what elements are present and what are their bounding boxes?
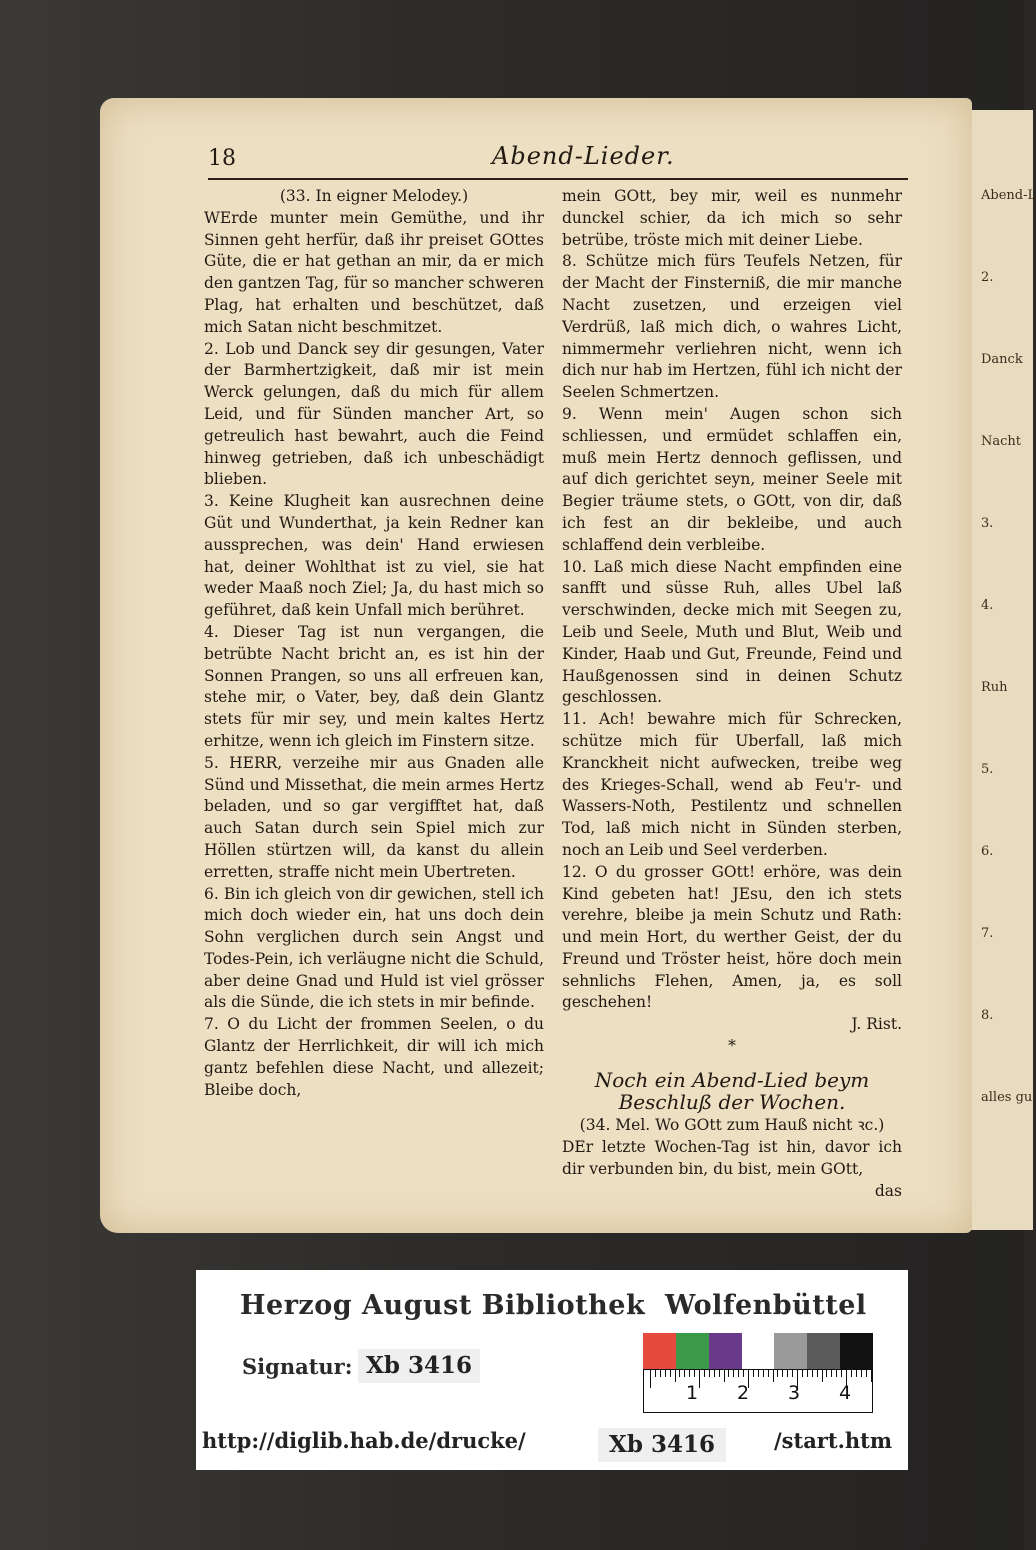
color-swatch — [643, 1333, 676, 1369]
ruler-tick — [792, 1370, 793, 1377]
ruler-tick — [841, 1370, 842, 1377]
separator-asterisk: * — [728, 1037, 736, 1056]
melody-heading: (34. Mel. Wo GOtt zum Hauß nicht ꝛc.) — [579, 1116, 885, 1135]
verse-paragraph: 2. Lob und Danck sey dir gesungen, Vater der Barmhertzigkeit, daß mir ist mein Werck gelungen, daß du mich für allem Leid, und für Sünden mancher Art, so getreulich hast bewahrt, auch die Feind hinweg getrieben, daß ich unbeschädigt blieben. — [204, 339, 544, 489]
color-swatch — [807, 1333, 840, 1369]
ruler-tick — [655, 1370, 656, 1377]
author-signature: J. Rist. — [851, 1015, 902, 1034]
ruler-tick — [709, 1370, 710, 1377]
ruler-tick — [733, 1370, 734, 1377]
ruler-tick — [836, 1370, 837, 1377]
catchword: das — [874, 1181, 902, 1200]
ruler-number: 2 — [737, 1382, 750, 1404]
verse-paragraph: 10. Laß mich diese Nacht empfinden eine sanfft und süsse Ruh, alles Ubel laß verschwinden, decke mich mit Seegen zu, Leib und Seele, Muth und Blut, Weib und Kinder, Haab und Gut, Freunde, Feind und Haußgenossen sind in deinen Schutz geschlossen. — [562, 557, 902, 707]
ruler-tick — [650, 1370, 651, 1388]
url-suffix: /start.htm — [774, 1428, 893, 1453]
ruler-tick — [665, 1370, 666, 1377]
verse-paragraph: 6. Bin ich gleich von dir gewichen, stell ich mich doch wieder ein, hat uns doch dein Sohn verglichen durch sein Angst und Todes-Pein, ich verläugne nicht die Schuld, aber deine Gnad und Huld ist viel grösser als die Sünde, die ich stets in mir befinde. — [204, 884, 544, 1012]
signatur-value: Xb 3416 — [358, 1349, 480, 1383]
verse-paragraph: 3. Keine Klugheit kan ausrechnen deine Güt und Wunderthat, ja kein Redner kan aussprechen, was dein' Hand erwiesen hat, deiner Wohlthat ist zu viel, sie hat weder Maaß noch Ziel; Ja, du hast mich so geführet, daß kein Unfall mich berühret. — [204, 492, 544, 620]
ruler-tick — [753, 1370, 754, 1377]
adjacent-page-fragment: Ruh — [981, 680, 1008, 695]
ruler-tick — [684, 1370, 685, 1377]
adjacent-page-fragment: Nacht — [981, 434, 1022, 449]
ruler-tick — [724, 1370, 725, 1382]
verse-paragraph: 7. O du Licht der frommen Seelen, o du Glantz der Herrlichkeit, dir will ich mich gantz befehlen diese Nacht, und allezeit; Bleibe doch, — [204, 1015, 544, 1099]
ruler-tick — [822, 1370, 823, 1382]
ruler-tick — [851, 1370, 852, 1377]
adjacent-page-fragment: 8. — [981, 1008, 994, 1023]
ruler-tick — [773, 1370, 774, 1382]
ruler-tick — [728, 1370, 729, 1377]
ruler-tick — [743, 1370, 744, 1377]
ruler-tick — [856, 1370, 857, 1377]
adjacent-page-fragment: 5. — [981, 762, 994, 777]
color-swatch — [709, 1333, 742, 1369]
ruler-tick — [660, 1370, 661, 1377]
ruler-number: 4 — [839, 1382, 852, 1404]
adjacent-page-fragment: 3. — [981, 516, 994, 531]
adjacent-page-fragment: 7. — [981, 926, 994, 941]
library-name: Herzog August Bibliothek Wolfenbüttel — [240, 1290, 867, 1321]
url-prefix: http://diglib.hab.de/drucke/ — [202, 1428, 526, 1453]
ruler-tick — [763, 1370, 764, 1377]
adjacent-page-fragment: Danck — [981, 352, 1023, 367]
ruler-tick — [679, 1370, 680, 1377]
ruler-tick — [817, 1370, 818, 1377]
ruler-tick — [777, 1370, 778, 1377]
adjacent-page-fragment: 2. — [981, 270, 994, 285]
ruler-tick — [871, 1370, 872, 1382]
ruler-tick — [675, 1370, 676, 1382]
verse-paragraph: 9. Wenn mein' Augen schon sich schliessen, und ermüdet schlaffen ein, muß mein Hertz dennoch geflissen, und auf dich gerichtet seyn, meiner Seele mit Begier träume stets, o GOtt, von dir, daß ich fest an dir bekleibe, und auch schlaffend dein verbleibe. — [562, 404, 902, 554]
color-swatch — [840, 1333, 873, 1369]
ruler-tick — [866, 1370, 867, 1377]
adjacent-page-fragment: Abend-L — [981, 188, 1036, 203]
url-signatur: Xb 3416 — [598, 1428, 726, 1462]
adjacent-page-fragment: 4. — [981, 598, 994, 613]
ruler-tick — [812, 1370, 813, 1377]
ruler-tick — [768, 1370, 769, 1377]
color-calibration-strip — [643, 1333, 873, 1369]
signatur-label: Signatur: — [242, 1354, 353, 1379]
verse-paragraph: mein GOtt, bey mir, weil es nunmehr dunckel schier, da ich mich so sehr betrübe, tröste mich mit deiner Liebe. — [562, 187, 902, 249]
ruler-tick — [861, 1370, 862, 1377]
adjacent-page-fragment: 6. — [981, 844, 994, 859]
page-number: 18 — [208, 146, 236, 171]
verse-paragraph: WErde munter mein Gemüthe, und ihr Sinnen geht herfür, daß ihr preiset GOttes Güte, die er hat gethan an mir, da er mich den gantzen Tag, für so mancher schweren Plag, hat erhalten und beschützet, daß mich Satan nicht beschmitzet. — [204, 208, 544, 336]
song-title: Noch ein Abend-Lied beym Beschluß der Wochen. — [594, 1067, 870, 1114]
header-rule — [208, 178, 908, 180]
ruler-tick — [694, 1370, 695, 1377]
ruler-tick — [787, 1370, 788, 1377]
verse-paragraph: 11. Ach! bewahre mich für Schrecken, schütze mich für Uberfall, laß mich Kranckheit nicht aufwecken, treibe weg des Krieges-Schall, wend ab Feu'r- und Wassers-Noth, Pestilentz und schnellen Tod, laß mich nicht in Sünden sterben, noch an Leib und Seel verderben. — [562, 710, 902, 859]
scale-ruler — [643, 1369, 873, 1413]
verse-paragraph: 8. Schütze mich fürs Teufels Netzen, für der Macht der Finsterniß, die mir manche Nacht zusetzen, und erzeigen viel Verdrüß, laß mich dich, o wahres Licht, nimmermehr verliehren nicht, wenn ich dich nur hab im Hertzen, fühl ich nicht der Seelen Schmertzen. — [562, 252, 902, 402]
verse-paragraph: 4. Dieser Tag ist nun vergangen, die betrübte Nacht bricht an, es ist hin der Sonnen Prangen, so uns all erfreuen kan, stehe mir, o Vater, bey, daß dein Glantz stets für mir sey, und mein kaltes Hertz erhitze, wenn ich gleich im Finstern sitze. — [204, 622, 544, 750]
running-head: Abend-Lieder. — [492, 142, 675, 170]
left-text-column — [204, 186, 544, 1101]
ruler-tick — [738, 1370, 739, 1377]
color-swatch — [774, 1333, 807, 1369]
ruler-tick — [714, 1370, 715, 1377]
ruler-tick — [670, 1370, 671, 1377]
ruler-tick — [782, 1370, 783, 1377]
right-text-column — [562, 186, 902, 1203]
ruler-number: 3 — [788, 1382, 801, 1404]
ruler-tick — [826, 1370, 827, 1377]
ruler-tick — [758, 1370, 759, 1377]
verse-paragraph: DEr letzte Wochen-Tag ist hin, davor ich dir verbunden bin, du bist, mein GOtt, — [562, 1138, 902, 1179]
ruler-tick — [719, 1370, 720, 1377]
melody-heading: (33. In eigner Melodey.) — [279, 187, 469, 205]
ruler-tick — [689, 1370, 690, 1377]
ruler-tick — [699, 1370, 700, 1388]
ruler-tick — [807, 1370, 808, 1377]
color-swatch — [676, 1333, 709, 1369]
color-swatch — [742, 1333, 775, 1369]
ruler-tick — [831, 1370, 832, 1377]
ruler-tick — [704, 1370, 705, 1377]
verse-paragraph: 5. HERR, verzeihe mir aus Gnaden alle Sünd und Missethat, die mein armes Hertz beladen, und so gar vergifftet hat, daß auch Satan durch sein Spiel mich zur Höllen stürtzen will, da kanst du allein erretten, straffe nicht mein Ubertreten. — [204, 753, 544, 881]
ruler-tick — [802, 1370, 803, 1377]
adjacent-page-fragment: alles gu — [981, 1090, 1033, 1105]
verse-paragraph: 12. O du grosser GOtt! erhöre, was dein Kind gebeten hat! JEsu, den ich stets verehre, bleibe ja mein Schutz und Rath: und mein Hort, du werther Geist, der du Freund und Tröster heist, höre doch mein sehnlichs Flehen, Amen, ja, es soll geschehen! — [562, 862, 902, 1012]
ruler-number: 1 — [686, 1382, 699, 1404]
